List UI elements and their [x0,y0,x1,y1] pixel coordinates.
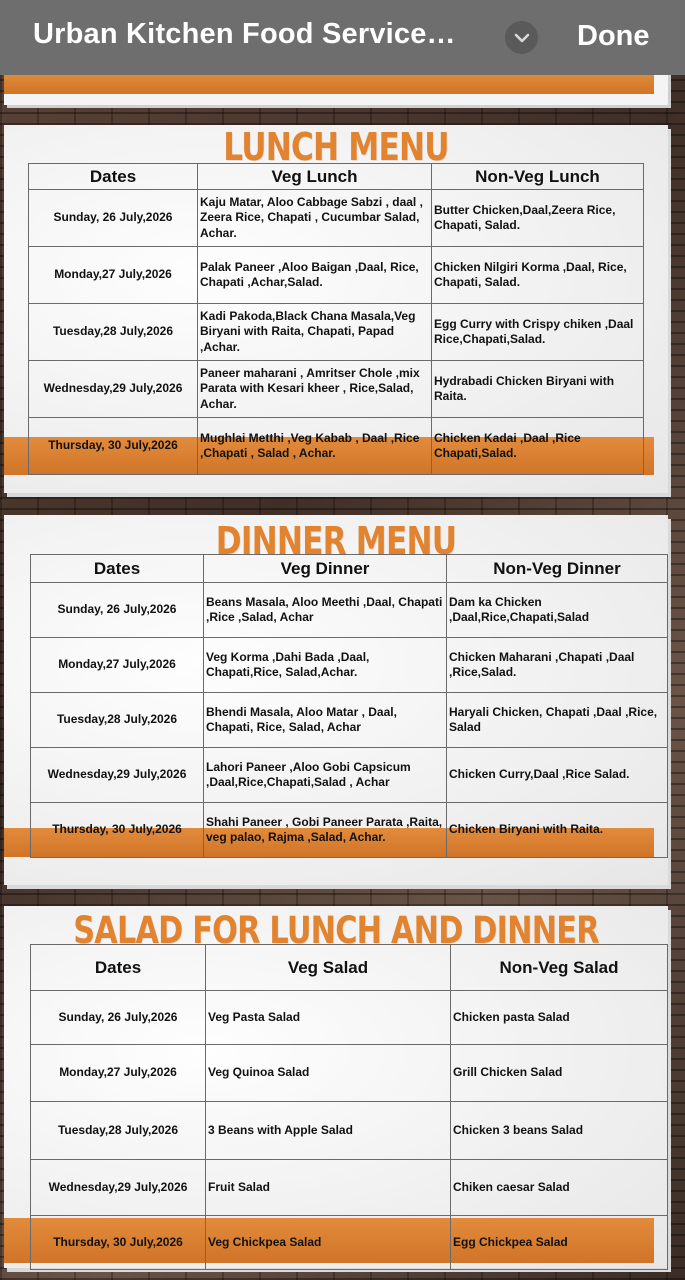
table-row [29,418,644,475]
nonveg-cell: Egg Curry with Crispy chiken ,Daal Rice,Chapati,Salad. [432,304,644,361]
date-cell: Tuesday,28 July,2026 [31,693,204,748]
table-row [31,1045,668,1102]
date-cell: Sunday, 26 July,2026 [31,583,204,638]
previous-slide-fragment [4,70,668,105]
nonveg-cell: Chicken Maharani ,Chapati ,Daal ,Rice,Salad. [447,638,668,693]
done-button[interactable]: Done [577,20,650,52]
table-row [31,1102,668,1160]
lunch-menu-slide [4,125,668,493]
veg-cell: Palak Paneer ,Aloo Baigan ,Daal, Rice, Chapati ,Achar,Salad. [198,247,432,304]
table-row [31,803,668,858]
nonveg-cell: Hydrabadi Chicken Biryani with Raita. [432,361,644,418]
salad-menu-table [30,944,668,1270]
table-row [31,991,668,1045]
nonveg-cell: Chicken pasta Salad [451,991,668,1045]
veg-cell: Kadi Pakoda,Black Chana Masala,Veg Biryani with Raita, Chapati, Papad ,Achar. [198,304,432,361]
veg-cell: Lahori Paneer ,Aloo Gobi Capsicum ,Daal,Rice,Chapati,Salad , Achar [204,748,447,803]
lunch-menu-table [28,163,644,475]
table-row [29,247,644,304]
veg-cell: Veg Chickpea Salad [206,1216,451,1270]
veg-cell: Fruit Salad [206,1160,451,1216]
salad-header-nonveg: Non-Veg Salad [451,945,668,991]
dinner-header-veg: Veg Dinner [204,555,447,583]
salad-header-date: Dates [31,945,206,991]
veg-cell: Veg Quinoa Salad [206,1045,451,1102]
date-cell: Thursday, 30 July,2026 [31,803,204,858]
veg-cell: Beans Masala, Aloo Meethi ,Daal, Chapati ,Rice ,Salad, Achar [204,583,447,638]
veg-cell: Shahi Paneer , Gobi Paneer Parata ,Raita, veg palao, Rajma ,Salad, Achar. [204,803,447,858]
nonveg-cell: Chicken Nilgiri Korma ,Daal, Rice, Chapati, Salad. [432,247,644,304]
table-row [31,638,668,693]
salad-menu-slide [4,906,668,1268]
veg-cell: Veg Korma ,Dahi Bada ,Daal, Chapati,Rice, Salad,Achar. [204,638,447,693]
date-cell: Wednesday,29 July,2026 [31,1160,206,1216]
veg-cell: Kaju Matar, Aloo Cabbage Sabzi , daal , Zeera Rice, Chapati , Cucumbar Salad, Achar. [198,190,432,247]
nonveg-cell: Butter Chicken,Daal,Zeera Rice, Chapati, Salad. [432,190,644,247]
veg-cell: Veg Pasta Salad [206,991,451,1045]
nonveg-cell: Chiken caesar Salad [451,1160,668,1216]
table-row [31,583,668,638]
dinner-menu-title: DINNER MENU [215,519,457,563]
date-cell: Sunday, 26 July,2026 [29,190,198,247]
nonveg-cell: Chicken Curry,Daal ,Rice Salad. [447,748,668,803]
lunch-header-nonveg: Non-Veg Lunch [432,164,644,190]
table-row [29,361,644,418]
date-cell: Wednesday,29 July,2026 [29,361,198,418]
lunch-menu-title: LUNCH MENU [223,125,449,169]
date-cell: Sunday, 26 July,2026 [31,991,206,1045]
table-row [31,693,668,748]
dinner-menu-slide [4,515,668,885]
nonveg-cell: Egg Chickpea Salad [451,1216,668,1270]
date-cell: Thursday, 30 July,2026 [31,1216,206,1270]
dinner-menu-table [30,554,668,858]
table-row [31,1160,668,1216]
date-cell: Monday,27 July,2026 [31,638,204,693]
nonveg-cell: Chicken Kadai ,Daal ,Rice Chapati,Salad. [432,418,644,475]
salad-header-veg: Veg Salad [206,945,451,991]
veg-cell: Mughlai Metthi ,Veg Kabab , Daal ,Rice ,Chapati , Salad , Achar. [198,418,432,475]
veg-cell: Paneer maharani , Amritser Chole ,mix Parata with Kesari kheer , Rice,Salad, Achar. [198,361,432,418]
table-row [29,304,644,361]
lunch-header-veg: Veg Lunch [198,164,432,190]
veg-cell: Bhendi Masala, Aloo Matar , Daal, Chapati, Rice, Salad, Achar [204,693,447,748]
nonveg-cell: Haryali Chicken, Chapati ,Daal ,Rice, Salad [447,693,668,748]
document-title: Urban Kitchen Food Service… [33,18,456,50]
date-cell: Monday,27 July,2026 [29,247,198,304]
dinner-header-nonveg: Non-Veg Dinner [447,555,668,583]
table-row [31,1216,668,1270]
date-cell: Tuesday,28 July,2026 [29,304,198,361]
lunch-header-date: Dates [29,164,198,190]
date-cell: Wednesday,29 July,2026 [31,748,204,803]
date-cell: Thursday, 30 July,2026 [29,418,198,475]
table-row [29,190,644,247]
salad-menu-title: SALAD FOR LUNCH AND DINNER [73,909,599,952]
top-bar [0,0,685,75]
slide-orange-band [4,75,654,94]
nonveg-cell: Chicken 3 beans Salad [451,1102,668,1160]
date-cell: Monday,27 July,2026 [31,1045,206,1102]
dinner-header-date: Dates [31,555,204,583]
date-cell: Tuesday,28 July,2026 [31,1102,206,1160]
chevron-down-icon[interactable] [505,21,538,54]
nonveg-cell: Chicken Biryani with Raita. [447,803,668,858]
table-row [31,748,668,803]
nonveg-cell: Grill Chicken Salad [451,1045,668,1102]
veg-cell: 3 Beans with Apple Salad [206,1102,451,1160]
nonveg-cell: Dam ka Chicken ,Daal,Rice,Chapati,Salad [447,583,668,638]
chevron-down-glyph [514,33,530,43]
